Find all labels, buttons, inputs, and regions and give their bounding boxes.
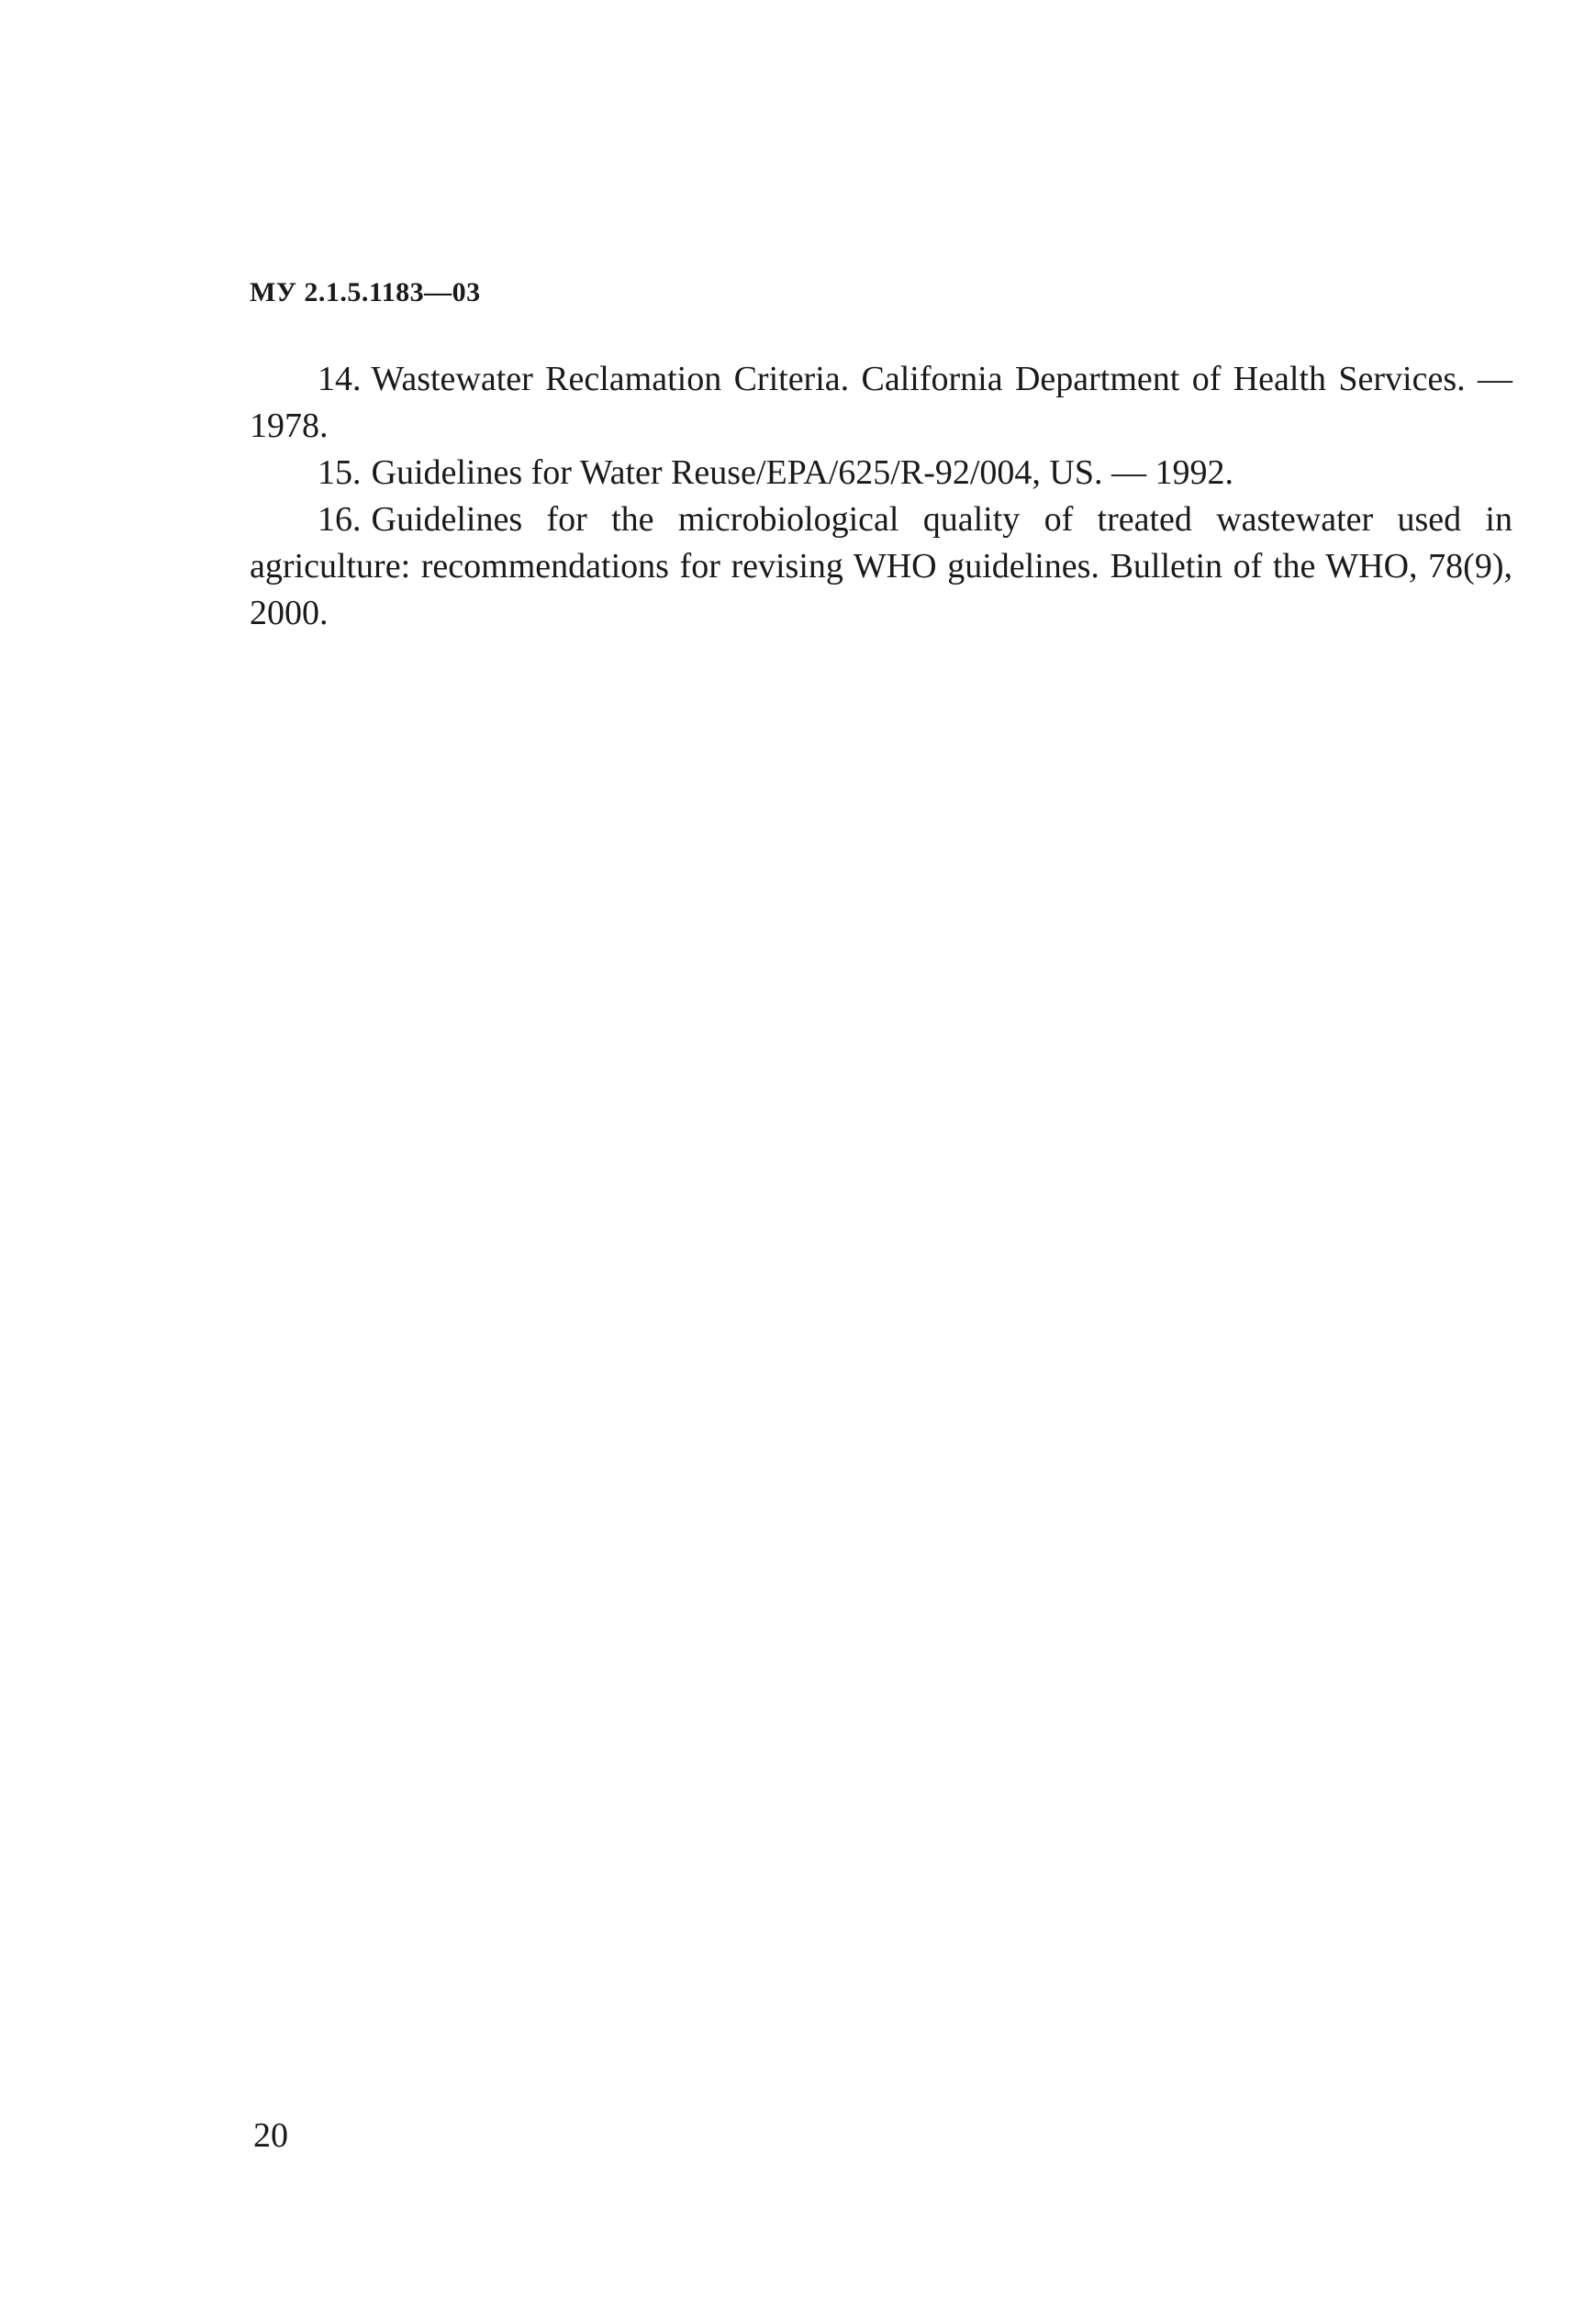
page-number: 20 <box>253 2116 288 2155</box>
reference-number: 16. <box>318 500 362 539</box>
reference-text: Guidelines for Water Reuse/EPA/625/R-92/004, US. — 1992. <box>371 453 1233 492</box>
reference-item-15 <box>250 450 1512 496</box>
reference-list <box>250 356 1512 637</box>
reference-text: Guidelines for the microbiological quality of treated wastewater used in agriculture: recommendations for revising WHO guidelines. Bulletin of the WHO, 78(9), 2000. <box>250 500 1512 632</box>
document-code-header: МУ 2.1.5.1183—03 <box>250 277 481 307</box>
reference-text: Wastewater Reclamation Criteria. California Department of Health Services. — 1978. <box>250 360 1512 445</box>
reference-number: 14. <box>318 360 362 398</box>
reference-item-14 <box>250 356 1512 450</box>
reference-number: 15. <box>318 453 362 492</box>
reference-item-16 <box>250 496 1512 637</box>
